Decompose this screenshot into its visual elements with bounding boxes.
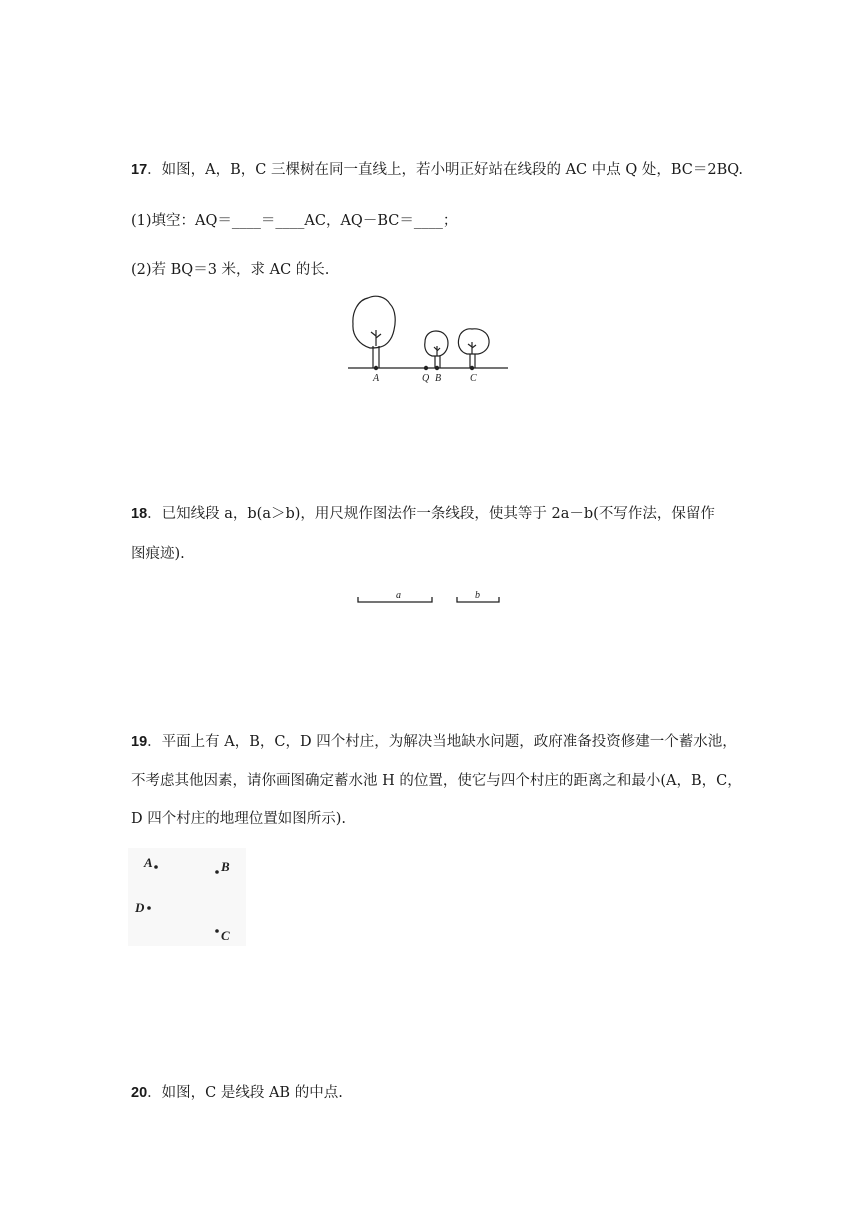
q17-line-2: (1)填空：AQ＝____＝____AC，AQ－BC＝____； [131, 213, 458, 229]
point-a [374, 366, 378, 370]
label-segment-b: b [475, 590, 480, 601]
q18-text-1: ．已知线段 a，b(a＞b)，用尺规作图法作一条线段，使其等于 2a－b(不写作法，保留作 [147, 506, 715, 522]
village-c-dot [215, 929, 219, 933]
label-b: B [435, 373, 442, 384]
village-a-dot [154, 865, 158, 869]
q18-segments-figure [350, 585, 510, 607]
q17-line-1 [131, 160, 744, 180]
q18-line-2: 图痕迹). [131, 546, 185, 562]
point-b [435, 366, 439, 370]
q18-number: 18 [131, 506, 148, 522]
tree-a [353, 296, 395, 368]
q19-villages-figure [128, 848, 248, 948]
q17-tree-figure [340, 290, 520, 390]
tree-b [425, 331, 448, 368]
village-d-label: D [135, 900, 145, 915]
q19-line-2: 不考虑其他因素，请你画图确定蓄水池 H 的位置，使它与四个村庄的距离之和最小(A，B，C， [131, 773, 742, 789]
village-b-dot [215, 870, 219, 874]
village-b-label: B [221, 859, 230, 874]
label-q: Q [422, 373, 430, 384]
tree-c [458, 329, 489, 368]
q20-line-1 [131, 1083, 741, 1103]
q20-text-1: ．如图，C 是线段 AB 的中点. [147, 1085, 343, 1101]
q19-line-1 [131, 732, 741, 752]
segment-a [358, 597, 432, 602]
point-q [424, 366, 428, 370]
q17-text-1: ．如图，A，B，C 三棵树在同一直线上，若小明正好站在线段的 AC 中点 Q 处，BC＝2BQ. [147, 162, 744, 178]
q19-number: 19 [131, 734, 148, 750]
q17-line-3: (2)若 BQ＝3 米，求 AC 的长. [131, 262, 330, 278]
village-a-label: A [144, 855, 153, 870]
village-c-label: C [221, 928, 230, 943]
label-c: C [470, 373, 477, 384]
q19-line-3: D 四个村庄的地理位置如图所示). [131, 811, 346, 827]
q19-text-1: ．平面上有 A，B，C，D 四个村庄，为解决当地缺水问题，政府准备投资修建一个蓄水池， [147, 734, 737, 750]
village-d-dot [147, 906, 151, 910]
point-c [470, 366, 474, 370]
q17-number: 17 [131, 162, 148, 178]
q20-number: 20 [131, 1085, 148, 1101]
label-a: A [373, 373, 380, 384]
label-segment-a: a [396, 590, 401, 601]
q18-line-1 [131, 504, 741, 524]
